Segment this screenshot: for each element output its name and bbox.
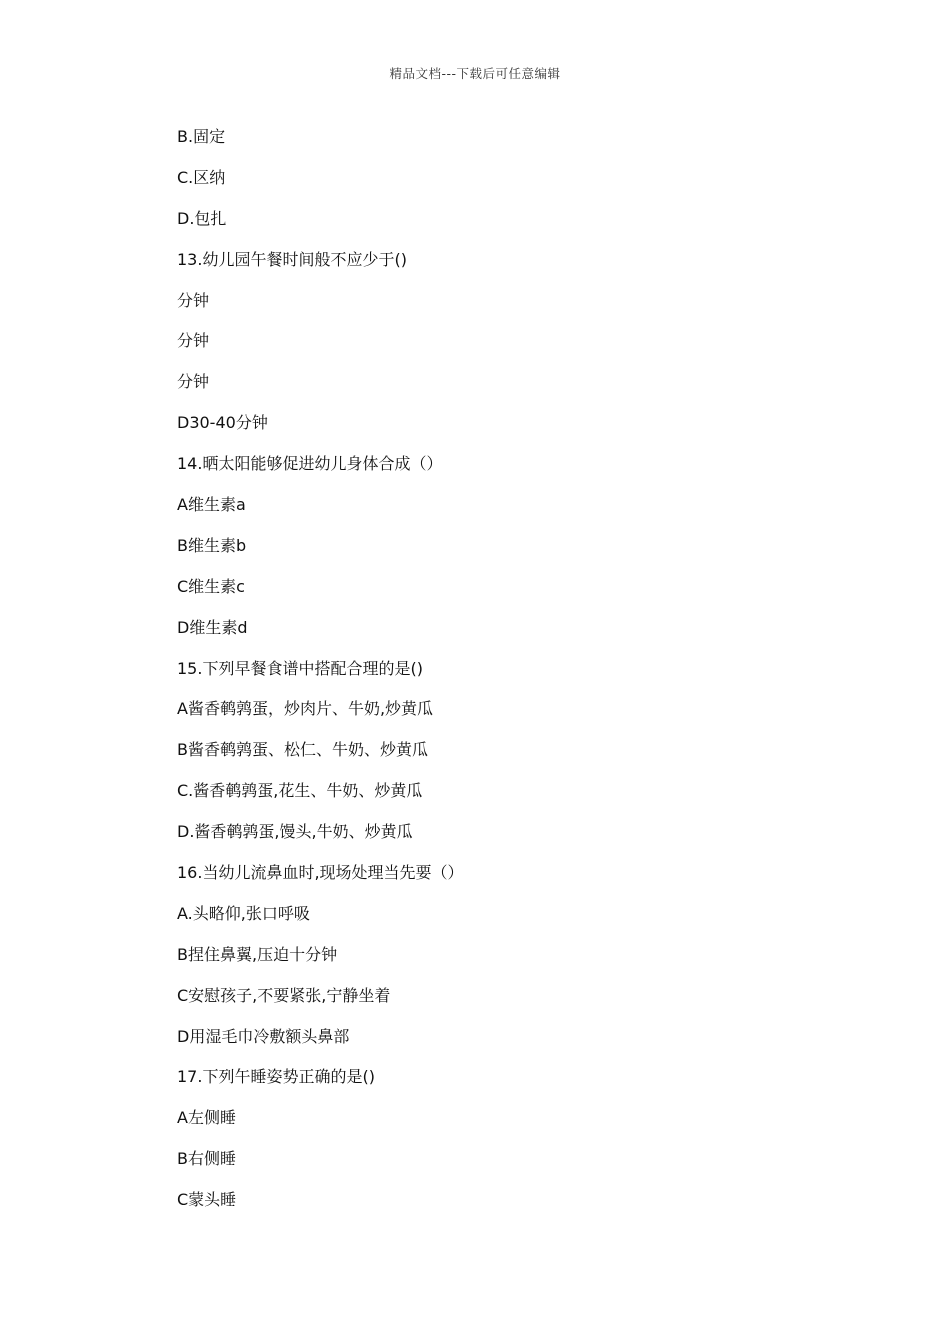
question-14-option-d: D维生素d <box>177 617 248 637</box>
question-14-option-a: A维生素a <box>177 495 246 515</box>
question-14-option-b: B维生素b <box>177 535 247 555</box>
question-15-option-b: B酱香鹌鹑蛋、松仁、牛奶、炒黄瓜 <box>177 740 428 760</box>
question-17: 17.下列午睡姿势正确的是() <box>177 1067 375 1087</box>
question-16-option-d: D用湿毛巾冷敷额头鼻部 <box>177 1026 350 1046</box>
question-13-option-c: 分钟 <box>177 372 210 392</box>
question-15-option-d: D.酱香鹌鹑蛋,馒头,牛奶、炒黄瓜 <box>177 822 413 842</box>
option-c: C.区纳 <box>177 167 226 187</box>
question-15-option-c: C.酱香鹌鹑蛋,花生、牛奶、炒黄瓜 <box>177 781 423 801</box>
option-d-bandage: D.包扎 <box>177 208 227 228</box>
question-13-option-b: 分钟 <box>177 331 210 351</box>
document-body <box>177 124 877 1228</box>
question-16-option-b: B捏住鼻翼,压迫十分钟 <box>177 944 338 964</box>
page-header: 精品文档---下载后可任意编辑 <box>389 66 561 81</box>
question-13-option-d: D30-40分钟 <box>177 413 268 433</box>
question-17-option-a: A左侧睡 <box>177 1108 236 1128</box>
option-b-fix: B.固定 <box>177 127 226 146</box>
question-13-option-a: 分钟 <box>177 290 210 310</box>
question-16: 16.当幼儿流鼻血时,现场处理当先要（） <box>177 863 464 883</box>
question-15: 15.下列早餐食谱中搭配合理的是() <box>177 658 423 678</box>
question-13: 13.幼儿园午餐时间般不应少于() <box>177 249 407 269</box>
question-16-option-a: A.头略仰,张口呼吸 <box>177 903 310 923</box>
question-16-option-c: C安慰孩子,不要紧张,宁静坐着 <box>177 985 391 1005</box>
question-14-option-c: C维生素c <box>177 576 245 596</box>
question-14: 14.晒太阳能够促进幼儿身体合成（） <box>177 454 443 474</box>
question-17-option-c: C蒙头睡 <box>177 1190 237 1210</box>
question-15-option-a: A酱香鹌鹑蛋，炒肉片、牛奶,炒黄瓜 <box>177 699 434 719</box>
question-17-option-b: B右侧睡 <box>177 1149 236 1169</box>
